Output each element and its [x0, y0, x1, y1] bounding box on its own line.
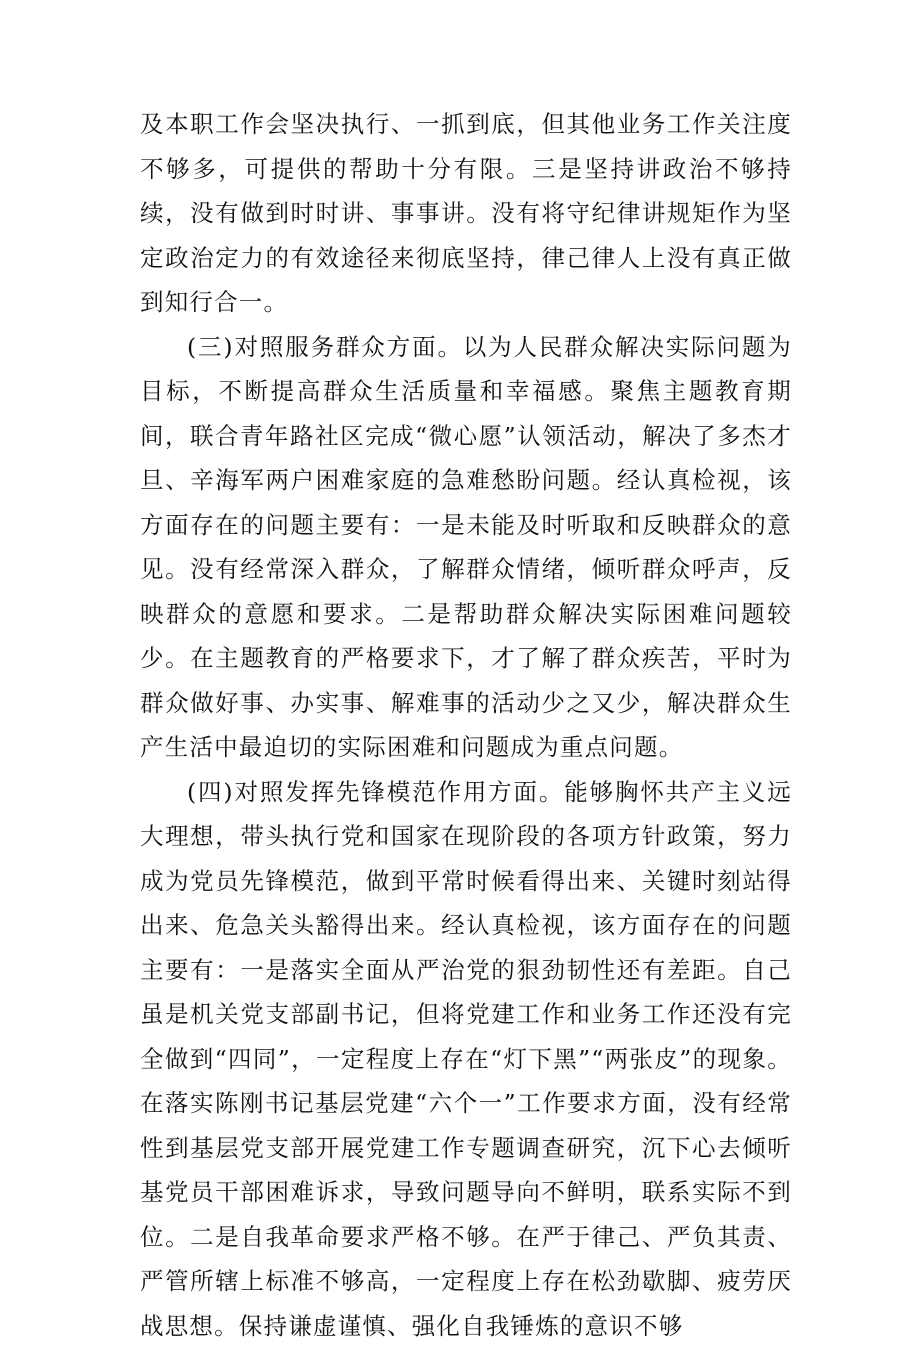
paragraph-section-four: (四)对照发挥先锋模范作用方面。能够胸怀共产主义远大理想，带头执行党和国家在现阶段的各项方针政策，努力成为党员先锋模范，做到平常时候看得出来、关键时刻站得出来、危急关头豁得出来。经认真检视，该方面存在的问题主要有：一是落实全面从严治党的狠劲韧性还有差距。自己虽是机关党支部副书记，但将党建工作和业务工作还没有完全做到“四同”，一定程度上存在“灯下黑”“两张皮”的现象。在落实陈刚书记基层党建“六个一”工作要求方面，没有经常性到基层党支部开展党建工作专题调查研究，沉下心去倾听基党员干部困难诉求，导致问题导向不鲜明，联系实际不到位。二是自我革命要求严格不够。在严于律己、严负其责、严管所辖上标准不够高，一定程度上存在松劲歇脚、疲劳厌战思想。保持谦虚谨慎、强化自我锤炼的意识不够 [140, 770, 792, 1348]
paragraph-section-three: (三)对照服务群众方面。以为人民群众解决实际问题为目标，不断提高群众生活质量和幸福感。聚焦主题教育期间，联合青年路社区完成“微心愿”认领活动，解决了多杰才旦、辛海军两户困难家庭的急难愁盼问题。经认真检视，该方面存在的问题主要有：一是未能及时听取和反映群众的意见。没有经常深入群众，了解群众情绪，倾听群众呼声，反映群众的意愿和要求。二是帮助群众解决实际困难问题较少。在主题教育的严格要求下，才了解了群众疾苦，平时为群众做好事、办实事、解难事的活动少之又少，解决群众生产生活中最迫切的实际困难和问题成为重点问题。 [140, 325, 792, 770]
document-body [140, 102, 792, 1348]
paragraph-continuation: 及本职工作会坚决执行、一抓到底，但其他业务工作关注度不够多，可提供的帮助十分有限。三是坚持讲政治不够持续，没有做到时时讲、事事讲。没有将守纪律讲规矩作为坚定政治定力的有效途径来彻底坚持，律己律人上没有真正做到知行合一。 [140, 102, 792, 325]
